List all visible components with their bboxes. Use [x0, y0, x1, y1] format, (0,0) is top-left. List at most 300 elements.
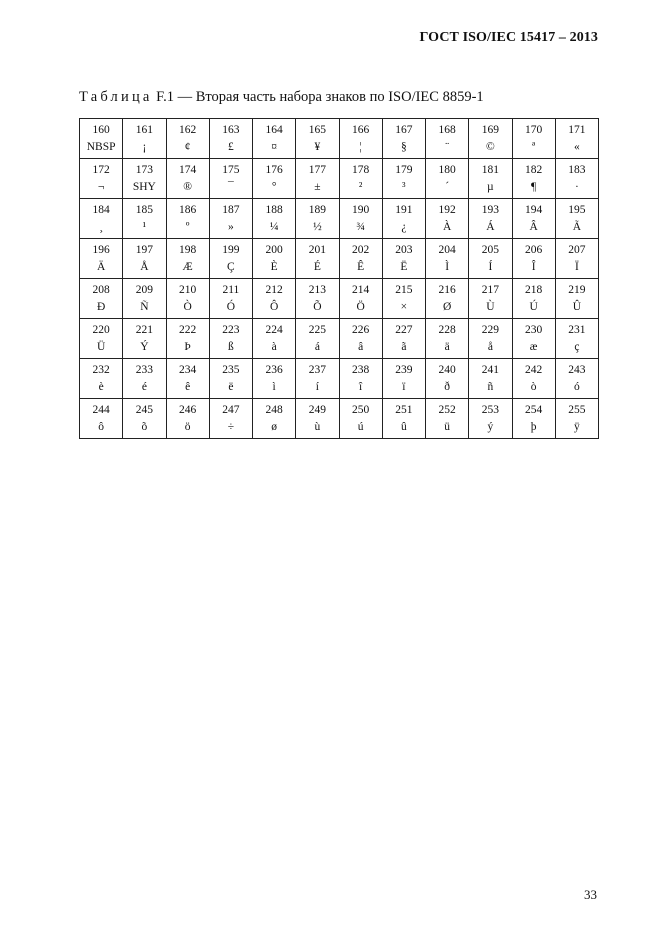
table-cell: [426, 399, 469, 439]
char-code: 231: [568, 324, 586, 336]
table-cell: [253, 359, 296, 399]
char-code: 218: [525, 284, 543, 296]
char-glyph: ë: [228, 381, 234, 393]
char-code: 179: [395, 164, 413, 176]
char-code: 211: [222, 284, 240, 296]
char-code: 215: [395, 284, 413, 296]
table-cell: [296, 319, 339, 359]
char-code: 168: [438, 124, 456, 136]
char-glyph: î: [359, 381, 363, 393]
table-cell: [253, 159, 296, 199]
char-code: 195: [568, 204, 586, 216]
character-table-body: [80, 119, 599, 439]
char-glyph: NBSP: [86, 141, 116, 153]
char-code: 228: [438, 324, 456, 336]
table-cell: [253, 119, 296, 159]
table-cell: [253, 239, 296, 279]
char-code: 255: [568, 404, 586, 416]
table-cell: [426, 359, 469, 399]
char-code: 201: [308, 244, 326, 256]
table-cell: [80, 359, 123, 399]
char-glyph: ï: [402, 381, 406, 393]
table-cell: [80, 399, 123, 439]
char-code: 242: [525, 364, 543, 376]
table-cell: [555, 399, 598, 439]
char-glyph: ¸: [99, 221, 104, 233]
table-cell: [426, 199, 469, 239]
char-glyph: ²: [358, 181, 363, 193]
table-cell: [339, 159, 382, 199]
char-code: 173: [135, 164, 153, 176]
table-cell: [512, 159, 555, 199]
char-code: 238: [352, 364, 370, 376]
char-glyph: °: [271, 181, 277, 193]
char-glyph: â: [358, 341, 364, 353]
table-cell: [339, 279, 382, 319]
char-code: 222: [179, 324, 197, 336]
char-glyph: þ: [530, 421, 537, 433]
table-cell: [166, 159, 209, 199]
table-cell: [339, 239, 382, 279]
char-code: 235: [222, 364, 240, 376]
char-glyph: ¡: [142, 141, 147, 153]
char-code: 164: [265, 124, 283, 136]
char-glyph: ð: [444, 381, 450, 393]
char-code: 180: [438, 164, 456, 176]
char-glyph: ·: [574, 181, 579, 193]
table-cell: [512, 319, 555, 359]
char-glyph: ¤: [271, 141, 277, 153]
char-glyph: Õ: [313, 301, 322, 313]
char-code: 165: [308, 124, 326, 136]
char-code: 187: [222, 204, 240, 216]
char-code: 216: [438, 284, 456, 296]
char-code: 213: [308, 284, 326, 296]
char-code: 252: [438, 404, 456, 416]
char-glyph: ¥: [314, 141, 321, 153]
table-cell: [123, 359, 166, 399]
char-glyph: ª: [532, 141, 536, 153]
table-cell: [339, 119, 382, 159]
char-code: 209: [135, 284, 153, 296]
page-number: 33: [584, 887, 597, 902]
table-cell: [253, 399, 296, 439]
char-glyph: ¬: [97, 181, 105, 193]
table-cell: [80, 119, 123, 159]
table-cell: [382, 119, 425, 159]
table-cell: [123, 119, 166, 159]
char-glyph: Ç: [227, 261, 235, 273]
char-glyph: ×: [400, 301, 408, 313]
char-glyph: £: [228, 141, 234, 153]
char-glyph: é: [141, 381, 147, 393]
table-caption: [79, 89, 484, 106]
table-cell: [296, 239, 339, 279]
table-cell: [166, 319, 209, 359]
table-cell: [209, 319, 252, 359]
char-code: 190: [352, 204, 370, 216]
table-cell: [123, 159, 166, 199]
table-cell: [80, 239, 123, 279]
char-glyph: ±: [314, 181, 321, 193]
table-cell: [296, 159, 339, 199]
char-code: 182: [525, 164, 543, 176]
char-code: 251: [395, 404, 413, 416]
table-row: [80, 119, 599, 159]
char-glyph: í: [315, 381, 319, 393]
char-code: 189: [308, 204, 326, 216]
char-glyph: è: [98, 381, 104, 393]
table-cell: [80, 319, 123, 359]
char-code: 250: [352, 404, 370, 416]
char-glyph: ã: [401, 341, 407, 353]
char-code: 197: [135, 244, 153, 256]
char-code: 230: [525, 324, 543, 336]
table-cell: [469, 119, 512, 159]
char-glyph: Ì: [445, 261, 450, 273]
char-glyph: ¼: [269, 221, 279, 233]
char-code: 170: [525, 124, 543, 136]
char-glyph: ¯: [228, 181, 234, 193]
char-glyph: ü: [444, 421, 450, 433]
char-glyph: Ö: [356, 301, 365, 313]
char-glyph: û: [401, 421, 407, 433]
table-cell: [512, 359, 555, 399]
table-cell: [339, 359, 382, 399]
char-glyph: ý: [487, 421, 494, 433]
char-code: 219: [568, 284, 586, 296]
char-glyph: Û: [572, 301, 582, 313]
table-cell: [469, 199, 512, 239]
char-glyph: À: [442, 221, 452, 233]
table-cell: [296, 119, 339, 159]
char-code: 178: [352, 164, 370, 176]
table-cell: [123, 319, 166, 359]
char-glyph: ¾: [356, 221, 365, 233]
char-code: 177: [308, 164, 326, 176]
char-code: 160: [92, 124, 110, 136]
char-glyph: ³: [402, 181, 406, 193]
char-code: 167: [395, 124, 413, 136]
table-cell: [469, 239, 512, 279]
char-code: 236: [265, 364, 283, 376]
char-code: 246: [179, 404, 197, 416]
char-glyph: ¶: [531, 181, 537, 193]
table-cell: [209, 279, 252, 319]
char-glyph: Å: [140, 261, 149, 273]
char-glyph: Ø: [442, 301, 452, 313]
char-code: 229: [481, 324, 499, 336]
table-cell: [296, 199, 339, 239]
char-code: 212: [265, 284, 283, 296]
table-cell: [123, 239, 166, 279]
table-cell: [80, 159, 123, 199]
table-cell: [209, 199, 252, 239]
table-cell: [253, 319, 296, 359]
table-cell: [296, 279, 339, 319]
char-glyph: Í: [488, 261, 493, 273]
char-code: 247: [222, 404, 240, 416]
char-glyph: ¹: [142, 221, 147, 233]
table-row: [80, 279, 599, 319]
char-code: 232: [92, 364, 110, 376]
char-glyph: ÷: [227, 421, 235, 433]
table-cell: [555, 279, 598, 319]
char-glyph: Ã: [572, 221, 582, 233]
table-cell: [253, 199, 296, 239]
table-cell: [512, 399, 555, 439]
char-glyph: Ñ: [140, 301, 149, 313]
char-code: 221: [135, 324, 153, 336]
char-glyph: Æ: [182, 261, 193, 273]
table-cell: [469, 399, 512, 439]
char-code: 240: [438, 364, 456, 376]
char-code: 194: [525, 204, 543, 216]
char-code: 198: [179, 244, 197, 256]
char-code: 200: [265, 244, 283, 256]
table-cell: [209, 359, 252, 399]
char-glyph: Ä: [96, 261, 106, 273]
table-row: [80, 399, 599, 439]
char-glyph: ¢: [184, 141, 191, 153]
char-code: 208: [92, 284, 110, 296]
char-glyph: ö: [184, 421, 191, 433]
char-glyph: Î: [531, 261, 536, 273]
table-row: [80, 319, 599, 359]
table-cell: [382, 279, 425, 319]
char-glyph: ò: [530, 381, 537, 393]
character-table: [79, 118, 599, 439]
char-code: 171: [568, 124, 586, 136]
table-row: [80, 239, 599, 279]
char-code: 227: [395, 324, 413, 336]
char-glyph: ®: [183, 181, 192, 193]
char-code: 254: [525, 404, 543, 416]
char-code: 196: [92, 244, 110, 256]
char-glyph: ú: [357, 421, 364, 433]
table-cell: [469, 159, 512, 199]
char-glyph: µ: [487, 181, 494, 193]
char-glyph: ´: [445, 181, 450, 193]
table-cell: [123, 199, 166, 239]
char-glyph: æ: [529, 341, 538, 353]
char-glyph: ¨: [445, 141, 450, 153]
char-code: 245: [135, 404, 153, 416]
table-cell: [426, 239, 469, 279]
char-code: 206: [525, 244, 543, 256]
char-glyph: Þ: [184, 341, 191, 353]
table-cell: [555, 199, 598, 239]
char-code: 239: [395, 364, 413, 376]
char-glyph: Á: [486, 221, 495, 233]
char-glyph: Ë: [400, 261, 408, 273]
table-cell: [209, 239, 252, 279]
char-glyph: È: [270, 261, 278, 273]
char-glyph: à: [271, 341, 277, 353]
char-code: 202: [352, 244, 370, 256]
char-glyph: ç: [574, 341, 580, 353]
table-cell: [382, 199, 425, 239]
char-code: 225: [308, 324, 326, 336]
table-cell: [296, 399, 339, 439]
char-glyph: ù: [314, 421, 321, 433]
table-cell: [555, 159, 598, 199]
table-row: [80, 359, 599, 399]
char-code: 207: [568, 244, 586, 256]
char-code: 191: [395, 204, 413, 216]
char-code: 237: [308, 364, 326, 376]
table-cell: [296, 359, 339, 399]
char-glyph: Ú: [529, 301, 538, 313]
table-cell: [382, 399, 425, 439]
table-cell: [426, 159, 469, 199]
char-glyph: Ð: [96, 301, 106, 313]
char-code: 174: [179, 164, 197, 176]
char-glyph: ê: [185, 381, 191, 393]
char-code: 185: [135, 204, 153, 216]
char-glyph: ä: [444, 341, 450, 353]
table-cell: [166, 359, 209, 399]
table-cell: [382, 359, 425, 399]
char-code: 203: [395, 244, 413, 256]
char-glyph: Ê: [357, 261, 365, 273]
char-code: 175: [222, 164, 240, 176]
char-code: 205: [481, 244, 499, 256]
char-glyph: ó: [574, 381, 580, 393]
char-code: 193: [481, 204, 499, 216]
table-cell: [123, 279, 166, 319]
table-caption-lead: Таблица: [79, 89, 153, 105]
char-code: 204: [438, 244, 456, 256]
char-glyph: ½: [313, 221, 322, 233]
table-row: [80, 199, 599, 239]
table-cell: [512, 199, 555, 239]
char-glyph: Ò: [183, 301, 192, 313]
char-code: 248: [265, 404, 283, 416]
table-cell: [426, 279, 469, 319]
table-cell: [339, 399, 382, 439]
char-glyph: ñ: [487, 381, 494, 393]
char-code: 172: [92, 164, 110, 176]
table-row: [80, 159, 599, 199]
table-cell: [469, 359, 512, 399]
char-code: 249: [308, 404, 326, 416]
char-code: 253: [481, 404, 499, 416]
table-cell: [555, 319, 598, 359]
table-cell: [555, 359, 598, 399]
char-glyph: ÿ: [574, 421, 580, 433]
char-glyph: É: [313, 261, 321, 273]
table-cell: [80, 279, 123, 319]
char-glyph: Ü: [96, 341, 106, 353]
char-glyph: ß: [228, 341, 234, 353]
char-code: 199: [222, 244, 240, 256]
table-cell: [382, 159, 425, 199]
char-code: 241: [481, 364, 499, 376]
char-code: 192: [438, 204, 456, 216]
char-code: 184: [92, 204, 110, 216]
table-cell: [555, 119, 598, 159]
table-cell: [253, 279, 296, 319]
table-cell: [166, 119, 209, 159]
table-cell: [166, 239, 209, 279]
table-cell: [166, 399, 209, 439]
char-code: 234: [179, 364, 197, 376]
char-glyph: Ù: [486, 301, 495, 313]
table-cell: [166, 199, 209, 239]
table-cell: [166, 279, 209, 319]
table-cell: [209, 119, 252, 159]
table-cell: [426, 319, 469, 359]
char-glyph: å: [487, 341, 493, 353]
char-glyph: Ý: [140, 341, 149, 353]
char-code: 183: [568, 164, 586, 176]
char-glyph: Ô: [269, 301, 279, 313]
table-cell: [382, 239, 425, 279]
char-code: 181: [481, 164, 499, 176]
table-cell: [512, 119, 555, 159]
char-code: 220: [92, 324, 110, 336]
char-glyph: SHY: [132, 181, 156, 193]
char-glyph: ô: [98, 421, 104, 433]
table-cell: [123, 399, 166, 439]
char-glyph: ì: [272, 381, 276, 393]
char-code: 223: [222, 324, 240, 336]
char-code: 244: [92, 404, 110, 416]
table-cell: [555, 239, 598, 279]
char-glyph: º: [185, 221, 190, 233]
char-glyph: Â: [529, 221, 538, 233]
char-code: 186: [179, 204, 197, 216]
table-cell: [339, 319, 382, 359]
char-glyph: Ï: [574, 261, 579, 273]
table-cell: [512, 239, 555, 279]
char-glyph: «: [574, 141, 580, 153]
char-code: 214: [352, 284, 370, 296]
char-glyph: ©: [486, 141, 495, 153]
char-code: 226: [352, 324, 370, 336]
char-code: 176: [265, 164, 283, 176]
table-cell: [339, 199, 382, 239]
table-cell: [469, 279, 512, 319]
char-code: 243: [568, 364, 586, 376]
table-cell: [80, 199, 123, 239]
table-cell: [426, 119, 469, 159]
char-code: 163: [222, 124, 240, 136]
char-code: 224: [265, 324, 283, 336]
char-code: 169: [481, 124, 499, 136]
char-glyph: ¦: [359, 141, 362, 153]
table-cell: [469, 319, 512, 359]
char-code: 166: [352, 124, 370, 136]
char-glyph: »: [228, 221, 234, 233]
char-glyph: ø: [271, 421, 277, 433]
char-glyph: õ: [141, 421, 148, 433]
char-code: 188: [265, 204, 283, 216]
char-glyph: á: [314, 341, 320, 353]
char-glyph: Ó: [226, 301, 236, 313]
char-code: 161: [135, 124, 153, 136]
char-glyph: §: [401, 141, 407, 153]
document-header: ГОСТ ISO/IEC 15417 – 2013: [419, 30, 598, 45]
char-code: 217: [481, 284, 499, 296]
table-cell: [512, 279, 555, 319]
char-code: 233: [135, 364, 153, 376]
char-code: 210: [179, 284, 197, 296]
table-cell: [209, 399, 252, 439]
char-code: 162: [179, 124, 197, 136]
table-caption-text: F.1 — Вторая часть набора знаков по ISO/IEC 8859-1: [152, 89, 484, 105]
